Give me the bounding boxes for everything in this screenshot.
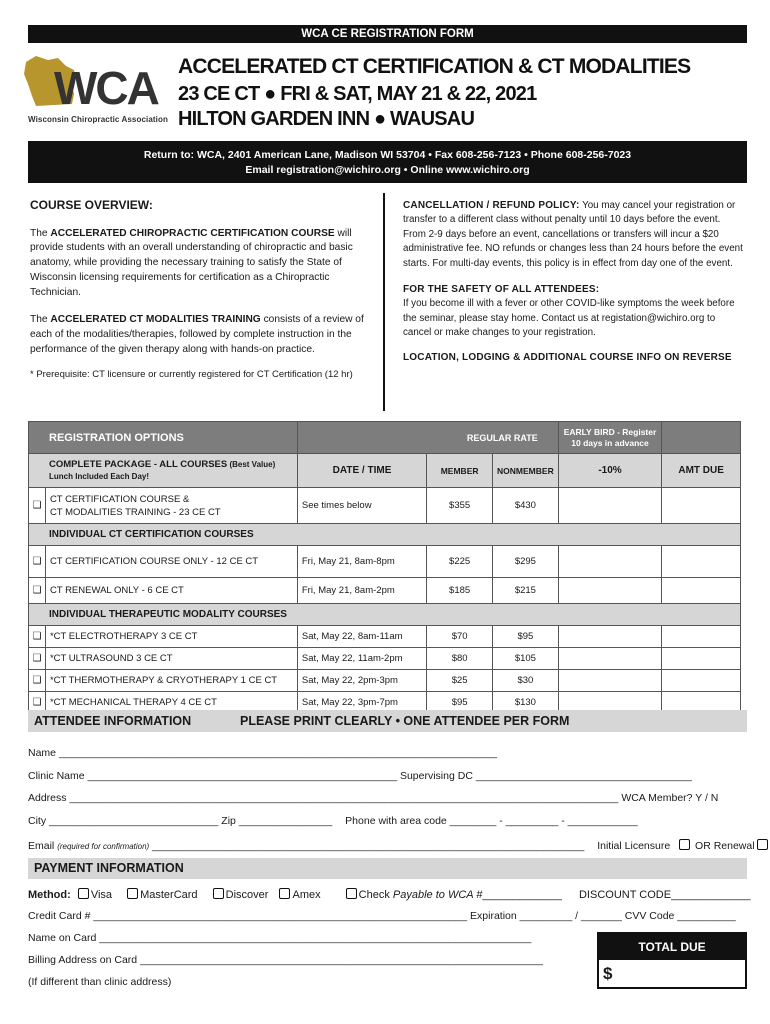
address-field[interactable]: ______________________________________________________________________________________________ bbox=[69, 792, 619, 804]
email-row bbox=[28, 839, 770, 852]
package-amount-due[interactable] bbox=[662, 488, 741, 524]
package-nonmember-price: $430 bbox=[493, 488, 559, 524]
mechanical-therapy-checkbox[interactable]: ❏ bbox=[29, 692, 46, 714]
discount-code-field[interactable]: _____________ bbox=[671, 889, 751, 901]
mechanical-therapy-nonmember-price: $130 bbox=[493, 692, 559, 714]
return-contact: Email registration@wichiro.org • Online www.wichiro.org bbox=[245, 163, 530, 176]
form-title-bar: WCA CE REGISTRATION FORM bbox=[28, 25, 747, 43]
total-due-box bbox=[597, 932, 747, 989]
mastercard-checkbox[interactable] bbox=[127, 888, 138, 899]
visa-checkbox[interactable] bbox=[78, 888, 89, 899]
nonmember-header: NONMEMBER bbox=[493, 454, 559, 488]
name-label: Name bbox=[28, 747, 57, 759]
amex-label: Amex bbox=[292, 889, 321, 901]
cancellation-policy: CANCELLATION / REFUND POLICY: You may cancel your registration or transfer to a different class without penalty until 10 days before the event. From 2-9 days before an event, cancellations or transfers will incur a $20 administrative fee. NO refunds or changes less than 24 hours before the event starts. For multi-day events, this policy is in effect from day one of the event. bbox=[403, 200, 743, 269]
package-label: CT CERTIFICATION COURSE & CT MODALITIES TRAINING - 23 CE CT bbox=[45, 488, 297, 524]
thermotherapy-label: *CT THERMOTHERAPY & CRYOTHERAPY 1 CE CT bbox=[45, 670, 297, 692]
ct-renewal-discount bbox=[558, 578, 662, 604]
clinic-row bbox=[28, 770, 692, 782]
return-info-bar bbox=[28, 141, 747, 183]
discover-checkbox[interactable] bbox=[213, 888, 224, 899]
billing-address-field[interactable]: _____________________________________________________________________ bbox=[140, 954, 544, 966]
title-line-3: HILTON GARDEN INN ● WAUSAU bbox=[178, 108, 475, 130]
check-label: Check bbox=[358, 889, 393, 901]
amex-checkbox[interactable] bbox=[279, 888, 290, 899]
mechanical-therapy-date: Sat, May 22, 3pm-7pm bbox=[297, 692, 426, 714]
ct-course-checkbox[interactable]: ❏ bbox=[29, 546, 46, 578]
ultrasound-nonmember-price: $105 bbox=[493, 648, 559, 670]
table-row bbox=[29, 546, 741, 578]
date-time-header: DATE / TIME bbox=[297, 454, 426, 488]
package-discount bbox=[558, 488, 662, 524]
logo-wordmark: WCA bbox=[54, 62, 158, 114]
credit-card-label: Credit Card # bbox=[28, 910, 91, 922]
phone-field[interactable]: ________ - _________ - ____________ bbox=[449, 815, 638, 827]
payable-label: Payable to WCA # bbox=[392, 889, 483, 901]
ultrasound-member-price: $80 bbox=[427, 648, 493, 670]
name-on-card-row bbox=[28, 932, 531, 944]
mastercard-label: MasterCard bbox=[140, 889, 198, 901]
table-row bbox=[29, 648, 741, 670]
amount-due-header: AMT DUE bbox=[662, 454, 741, 488]
thermotherapy-checkbox[interactable]: ❏ bbox=[29, 670, 46, 692]
credit-card-row bbox=[28, 910, 736, 922]
title-line-2: 23 CE CT ● FRI & SAT, MAY 21 & 22, 2021 bbox=[178, 83, 537, 105]
course-overview bbox=[30, 198, 370, 383]
table-row bbox=[29, 578, 741, 604]
address-label: Address bbox=[28, 792, 67, 804]
cvv-field[interactable]: __________ bbox=[677, 910, 736, 922]
attendee-info-bar bbox=[28, 710, 747, 732]
thermotherapy-amount-due[interactable] bbox=[662, 670, 741, 692]
header-blank bbox=[662, 422, 741, 454]
cvv-label: CVV Code bbox=[624, 910, 675, 922]
zip-field[interactable]: ________________ bbox=[238, 815, 333, 827]
payment-info-bar: PAYMENT INFORMATION bbox=[28, 858, 747, 879]
table-row bbox=[29, 670, 741, 692]
registration-options-header: REGISTRATION OPTIONS bbox=[29, 422, 298, 454]
email-note: (required for confirmation) bbox=[57, 842, 150, 851]
discount-header: -10% bbox=[558, 454, 662, 488]
zip-label: Zip bbox=[221, 815, 236, 827]
print-clearly-note: PLEASE PRINT CLEARLY • ONE ATTENDEE PER FORM bbox=[240, 714, 570, 728]
visa-label: Visa bbox=[90, 889, 113, 901]
payment-method-row bbox=[28, 888, 751, 901]
total-due-field[interactable]: $ bbox=[603, 964, 613, 983]
ct-renewal-date: Fri, May 21, 8am-2pm bbox=[297, 578, 426, 604]
renewal-label: OR Renewal bbox=[695, 840, 755, 852]
thermotherapy-discount bbox=[558, 670, 662, 692]
safety-heading: FOR THE SAFETY OF ALL ATTENDEES: bbox=[403, 284, 600, 296]
check-checkbox[interactable] bbox=[346, 888, 357, 899]
email-field[interactable]: __________________________________________________________________________ bbox=[152, 840, 585, 852]
supervising-label: Supervising DC bbox=[399, 770, 473, 782]
thermotherapy-date: Sat, May 22, 2pm-3pm bbox=[297, 670, 426, 692]
policy-section bbox=[403, 199, 743, 365]
regular-rate-header: REGULAR RATE bbox=[297, 422, 558, 454]
package-member-price: $355 bbox=[427, 488, 493, 524]
clinic-field[interactable]: _____________________________________________________ bbox=[87, 770, 398, 782]
thermotherapy-nonmember-price: $30 bbox=[493, 670, 559, 692]
discount-code-label: DISCOUNT CODE bbox=[578, 889, 672, 901]
name-field[interactable]: ___________________________________________________________________________ bbox=[58, 747, 497, 759]
ct-renewal-nonmember-price: $215 bbox=[493, 578, 559, 604]
phone-label: Phone with area code bbox=[345, 815, 447, 827]
credit-card-field[interactable]: ________________________________________________________________ bbox=[93, 910, 468, 922]
package-checkbox[interactable]: ❏ bbox=[29, 488, 46, 524]
name-on-card-label: Name on Card bbox=[28, 932, 97, 944]
electrotherapy-discount bbox=[558, 626, 662, 648]
electrotherapy-amount-due[interactable] bbox=[662, 626, 741, 648]
electrotherapy-member-price: $70 bbox=[427, 626, 493, 648]
total-due-label: TOTAL DUE bbox=[599, 934, 745, 960]
initial-licensure-checkbox[interactable] bbox=[679, 839, 690, 850]
overview-heading: COURSE OVERVIEW: bbox=[30, 198, 153, 212]
electrotherapy-nonmember-price: $95 bbox=[493, 626, 559, 648]
city-field[interactable]: _____________________________ bbox=[49, 815, 219, 827]
mechanical-therapy-label: *CT MECHANICAL THERAPY 4 CE CT bbox=[45, 692, 297, 714]
table-row bbox=[29, 626, 741, 648]
package-date: See times below bbox=[297, 488, 426, 524]
electrotherapy-label: *CT ELECTROTHERAPY 3 CE CT bbox=[45, 626, 297, 648]
member-header: MEMBER bbox=[427, 454, 493, 488]
city-label: City bbox=[28, 815, 47, 827]
early-bird-header: EARLY BIRD - Register 10 days in advance bbox=[558, 422, 662, 454]
supervising-field[interactable]: _____________________________________ bbox=[475, 770, 692, 782]
return-address: Return to: WCA, 2401 American Lane, Madison WI 53704 • Fax 608-256-7123 • Phone 608-256-7023 bbox=[143, 149, 632, 161]
ultrasound-label: *CT ULTRASOUND 3 CE CT bbox=[45, 648, 297, 670]
renewal-checkbox[interactable] bbox=[757, 839, 768, 850]
check-number-field[interactable]: _____________ bbox=[482, 889, 562, 901]
city-row bbox=[28, 815, 638, 827]
prerequisite-note: * Prerequisite: CT licensure or currently registered for CT Certification (12 hr) bbox=[30, 369, 353, 381]
method-label: Method: bbox=[28, 889, 71, 901]
electrotherapy-date: Sat, May 22, 8am-11am bbox=[297, 626, 426, 648]
ct-renewal-label: CT RENEWAL ONLY - 6 CE CT bbox=[45, 578, 297, 604]
address-row bbox=[28, 792, 718, 804]
billing-address-row bbox=[28, 954, 543, 966]
mechanical-therapy-member-price: $95 bbox=[427, 692, 493, 714]
individual-ct-header: INDIVIDUAL CT CERTIFICATION COURSES bbox=[29, 524, 741, 546]
attendee-heading: ATTENDEE INFORMATION bbox=[34, 714, 192, 728]
ultrasound-checkbox[interactable]: ❏ bbox=[29, 648, 46, 670]
ct-course-nonmember-price: $295 bbox=[493, 546, 559, 578]
ct-renewal-amount-due[interactable] bbox=[662, 578, 741, 604]
expiration-label: Expiration bbox=[470, 910, 517, 922]
name-on-card-field[interactable]: __________________________________________________________________________ bbox=[99, 932, 532, 944]
ct-course-date: Fri, May 21, 8am-8pm bbox=[297, 546, 426, 578]
ultrasound-date: Sat, May 22, 11am-2pm bbox=[297, 648, 426, 670]
if-different-note: (If different than clinic address) bbox=[28, 976, 172, 988]
ct-course-discount bbox=[558, 546, 662, 578]
individual-modality-header: INDIVIDUAL THERAPEUTIC MODALITY COURSES bbox=[29, 604, 741, 626]
location-note: LOCATION, LODGING & ADDITIONAL COURSE INFO ON REVERSE bbox=[403, 351, 732, 363]
initial-licensure-label: Initial Licensure bbox=[597, 840, 671, 852]
email-label: Email bbox=[28, 840, 55, 852]
title-line-1: ACCELERATED CT CERTIFICATION & CT MODALITIES bbox=[178, 55, 691, 78]
column-divider bbox=[383, 193, 385, 411]
overview-paragraph-2: The ACCELERATED CT MODALITIES TRAINING consists of a review of each of the modalities/therapies, followed by complete instruction in the performance of the given therapy along with hands-on practice. bbox=[30, 314, 364, 355]
ct-renewal-member-price: $185 bbox=[427, 578, 493, 604]
table-row bbox=[29, 488, 741, 524]
safety-text: If you become ill with a fever or other COVID-like symptoms the week before the seminar, please stay home. Contact us at registation@wichiro.org to cancel or make changes to your registration. bbox=[403, 298, 735, 339]
logo-caption: Wisconsin Chiropractic Association bbox=[28, 115, 168, 124]
registration-options-table bbox=[28, 421, 741, 714]
ultrasound-amount-due[interactable] bbox=[662, 648, 741, 670]
name-row bbox=[28, 747, 497, 759]
ct-course-amount-due[interactable] bbox=[662, 546, 741, 578]
ct-renewal-checkbox[interactable]: ❏ bbox=[29, 578, 46, 604]
electrotherapy-checkbox[interactable]: ❏ bbox=[29, 626, 46, 648]
discover-label: Discover bbox=[225, 889, 269, 901]
complete-package-header: COMPLETE PACKAGE - ALL COURSES (Best Value) Lunch Included Each Day! bbox=[29, 454, 298, 488]
overview-paragraph-1: The ACCELERATED CHIROPRACTIC CERTIFICATION COURSE will provide students with an overall understanding of chiropractic and basic anatomy, while providing the necessary training to satisfy the State of Wisconsin licensing requirements for certification as a Chiropractic Technician. bbox=[30, 227, 353, 298]
ct-course-label: CT CERTIFICATION COURSE ONLY - 12 CE CT bbox=[45, 546, 297, 578]
ct-course-member-price: $225 bbox=[427, 546, 493, 578]
clinic-label: Clinic Name bbox=[28, 770, 85, 782]
thermotherapy-member-price: $25 bbox=[427, 670, 493, 692]
ultrasound-discount bbox=[558, 648, 662, 670]
billing-address-label: Billing Address on Card bbox=[28, 954, 138, 966]
expiration-field[interactable]: _________ / _______ bbox=[519, 910, 622, 922]
wca-member-label[interactable]: WCA Member? Y / N bbox=[621, 792, 719, 804]
